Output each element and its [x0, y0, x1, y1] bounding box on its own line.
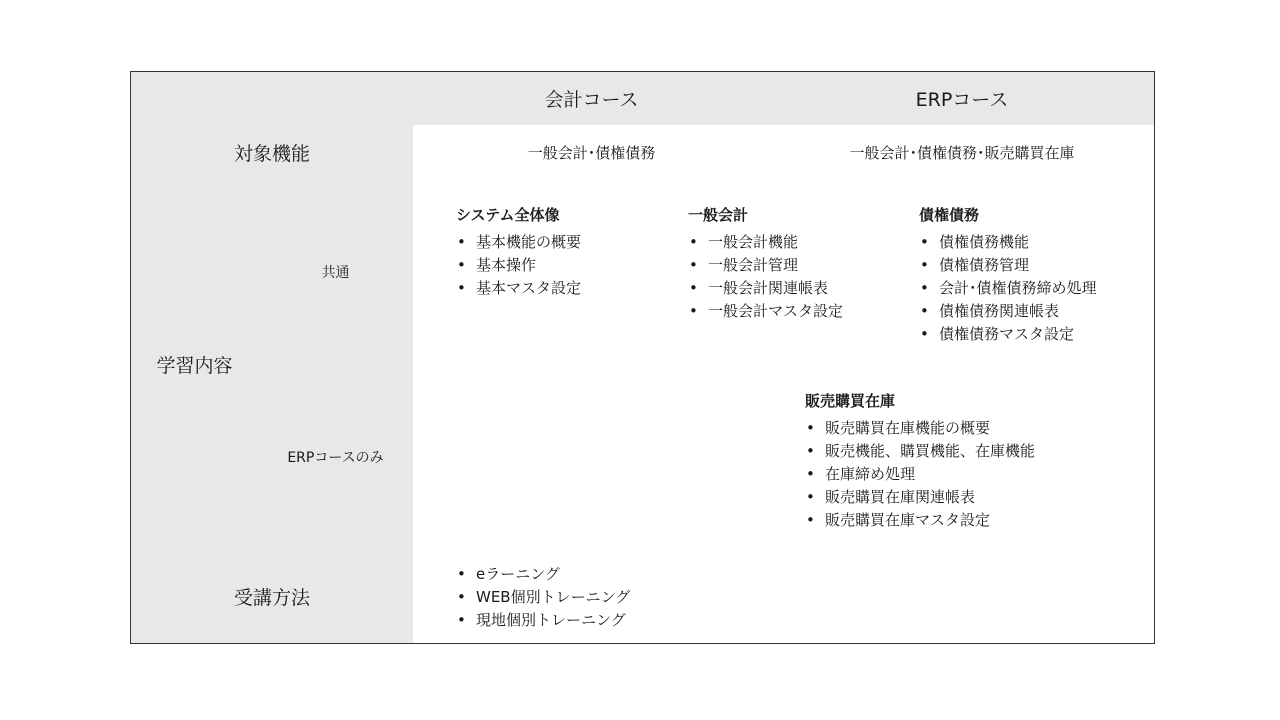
- content-label-cell: [130, 179, 259, 550]
- list-item: • eラーニング: [456, 563, 630, 586]
- erp-only-accounting-cell: [413, 365, 771, 550]
- header-erp-label: ERPコース: [915, 89, 1009, 111]
- list-item: • 債権債務管理: [919, 254, 1097, 277]
- list-item: • 基本操作: [456, 254, 581, 277]
- list-item: • 債権債務マスタ設定: [919, 323, 1097, 346]
- content-label: 学習内容: [156, 354, 233, 377]
- method-label-cell: [130, 549, 414, 644]
- common-label-cell: [258, 179, 414, 366]
- target-erp-cell: [770, 125, 1155, 180]
- target-accounting-cell: [413, 125, 771, 180]
- erp-only-label: ERPコースのみ: [287, 450, 384, 466]
- group-title: 一般会計: [688, 206, 749, 224]
- target-accounting-value: 一般会計･債権債務: [527, 143, 656, 162]
- group-receivables-payables: [919, 204, 1097, 346]
- list-item: • 販売購買在庫機能の概要: [805, 417, 1035, 440]
- group-system-overview: [456, 204, 581, 300]
- list-item: • 販売購買在庫関連帳表: [805, 486, 1035, 509]
- list-item: • 基本マスタ設定: [456, 277, 581, 300]
- list-item: • 現地個別トレーニング: [456, 609, 630, 632]
- list-item: • WEB個別トレーニング: [456, 586, 630, 609]
- group-title: 販売購買在庫: [805, 392, 896, 410]
- list-item: • 一般会計機能: [688, 231, 843, 254]
- list-item: • 販売購買在庫マスタ設定: [805, 509, 1035, 532]
- target-erp-value: 一般会計･債権債務･販売購買在庫: [849, 143, 1075, 162]
- group-title: システム全体像: [456, 206, 560, 224]
- list-item: • 一般会計マスタ設定: [688, 300, 843, 323]
- method-label: 受講方法: [233, 586, 310, 609]
- group-general-accounting: [688, 204, 843, 323]
- list-item: • 会計･債権債務締め処理: [919, 277, 1097, 300]
- group-title: 債権債務: [919, 206, 980, 224]
- target-label-cell: [130, 125, 414, 180]
- group-sales-purchasing-inventory: [805, 390, 1035, 532]
- header-erp-course: [770, 71, 1155, 126]
- list-item: • 基本機能の概要: [456, 231, 581, 254]
- list-item: • 債権債務機能: [919, 231, 1097, 254]
- erp-only-label-cell: [258, 365, 414, 550]
- method-list: [456, 563, 630, 632]
- header-accounting-label: 会計コース: [544, 89, 639, 111]
- corner-cell: [130, 71, 414, 126]
- common-label: 共通: [321, 265, 350, 281]
- list-item: • 債権債務関連帳表: [919, 300, 1097, 323]
- list-item: • 一般会計関連帳表: [688, 277, 843, 300]
- header-accounting-course: [413, 71, 771, 126]
- list-item: • 販売機能、購買機能、在庫機能: [805, 440, 1035, 463]
- target-label: 対象機能: [233, 142, 310, 165]
- list-item: • 在庫締め処理: [805, 463, 1035, 486]
- list-item: • 一般会計管理: [688, 254, 843, 277]
